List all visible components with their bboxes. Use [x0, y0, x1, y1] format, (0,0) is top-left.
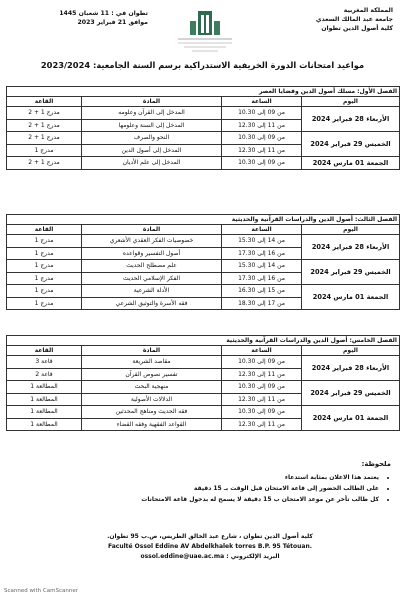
time-cell: من 17 إلى 18.30 — [222, 297, 302, 310]
scanner-watermark: Scanned with CamScanner — [4, 588, 78, 594]
date-header — [58, 9, 148, 27]
subject-cell: الأدلة الشرعية — [82, 285, 222, 298]
section-title: الفصل الثالث: أصول الدين والدراسات القرآنية والحديثية — [7, 215, 400, 225]
table-row — [7, 381, 400, 394]
page-title: مواعيد امتحانات الدورة الخريفية الاستدراكية برسم السنة الجامعية: 2023/2024 — [40, 60, 365, 70]
room-cell: مدرج 1 — [7, 297, 82, 310]
header-line: كلية أصول الدين تطوان — [321, 25, 393, 32]
time-cell: من 14 إلى 15.30 — [222, 235, 302, 248]
subject-cell: الدلالات الأصولية — [82, 393, 222, 406]
email-label: البريد الإلكتروني : — [226, 553, 280, 560]
column-header-time: الساعة — [222, 97, 302, 107]
note-item: • يعتمد هذا الاعلان بمثابة استدعاء — [61, 472, 379, 483]
university-logo — [170, 7, 240, 57]
subject-cell: الفكر الإسلامي الحديث — [82, 272, 222, 285]
time-cell: من 11 إلى 12.30 — [222, 144, 302, 157]
section-title-row — [7, 215, 400, 225]
subject-cell: فقه الحديث ومناهج المحدثين — [82, 406, 222, 419]
exam-table-section-1 — [6, 86, 400, 170]
column-header-subject: المادة — [82, 346, 222, 356]
day-cell: الأربعاء 28 فبراير 2024 — [302, 107, 400, 132]
room-cell: مدرج 1 + 2 — [7, 157, 82, 170]
subject-cell: خصوصيات الفكر العقدي الأشعري — [82, 235, 222, 248]
column-header-row — [7, 97, 400, 107]
day-cell: الأربعاء 28 فبراير 2024 — [302, 235, 400, 260]
subject-cell: المدخل إلى علم الأديان — [82, 157, 222, 170]
time-cell: من 15 إلى 16.30 — [222, 285, 302, 298]
room-cell: المطالعة 1 — [7, 418, 82, 431]
room-cell: المطالعة 1 — [7, 381, 82, 394]
column-header-day: اليوم — [302, 346, 400, 356]
table-row — [7, 157, 400, 170]
subject-cell: النحو والصرف — [82, 132, 222, 145]
room-cell: المطالعة 1 — [7, 406, 82, 419]
room-cell: قاعة 3 — [7, 356, 82, 369]
section-title: الفصل الخامس: أصول الدين والدراسات القرآنية والحديثية — [7, 336, 400, 346]
table-row — [7, 356, 400, 369]
exam-table-section-5 — [6, 335, 400, 431]
time-cell: من 11 إلى 12.30 — [222, 119, 302, 132]
room-cell: مدرج 1 — [7, 272, 82, 285]
day-cell: الخميس 29 فبراير 2024 — [302, 260, 400, 285]
day-cell: الجمعة 01 مارس 2024 — [302, 406, 400, 431]
notes-block — [61, 459, 391, 505]
time-cell: من 09 إلى 10.30 — [222, 381, 302, 394]
subject-cell: المدخل إلى أصول الدين — [82, 144, 222, 157]
column-header-subject: المادة — [82, 225, 222, 235]
table-row — [7, 235, 400, 248]
column-header-time: الساعة — [222, 225, 302, 235]
column-header-row — [7, 225, 400, 235]
subject-cell: القواعد الفقهية وفقه القضاء — [82, 418, 222, 431]
day-cell: الجمعة 01 مارس 2024 — [302, 285, 400, 310]
footer-address-fr: Faculté Ossol Eddine AV Abdelkhalek torres B.P. 95 Tétouan. — [107, 543, 313, 550]
time-cell: من 09 إلى 10.30 — [222, 132, 302, 145]
room-cell: مدرج 1 + 2 — [7, 107, 82, 120]
table-row — [7, 260, 400, 273]
exam-table-section-3 — [6, 214, 400, 310]
footer-email — [60, 552, 360, 562]
note-item: • على الطالب الحضور إلى قاعة الامتحان قبل الوقت بـ 15 دقيقة — [61, 483, 379, 494]
day-cell: الجمعة 01 مارس 2024 — [302, 157, 400, 170]
section-title-row — [7, 87, 400, 97]
room-cell: المطالعة 1 — [7, 393, 82, 406]
subject-cell: مقاصد الشريعة — [82, 356, 222, 369]
section-title-row — [7, 336, 400, 346]
table-row — [7, 132, 400, 145]
header-line: المملكة المغربية — [343, 7, 393, 14]
footer-address-ar: كلية أصول الدين تطوان ، شارع عبد الخالق الطريس، ص.ب 95 تطوان. — [107, 533, 313, 540]
subject-cell: المدخل إلى القرآن وعلومه — [82, 107, 222, 120]
column-header-room: القاعة — [7, 225, 82, 235]
section-title: الفصل الأول: مسلك أصول الدين وقضايا العصر — [7, 87, 400, 97]
time-cell: من 14 إلى 15.30 — [222, 260, 302, 273]
day-cell: الأربعاء 28 فبراير 2024 — [302, 356, 400, 381]
time-cell: من 09 إلى 10.30 — [222, 157, 302, 170]
subject-cell: تفسير نصوص القرآن — [82, 368, 222, 381]
column-header-time: الساعة — [222, 346, 302, 356]
hijri-date: تطوان في : 11 شعبان 1445 — [59, 10, 148, 17]
email-address[interactable]: ossol.eddine@uae.ac.ma — [140, 553, 225, 560]
day-cell: الخميس 29 فبراير 2024 — [302, 132, 400, 157]
column-header-room: القاعة — [7, 346, 82, 356]
time-cell: من 11 إلى 12.30 — [222, 418, 302, 431]
time-cell: من 09 إلى 10.30 — [222, 406, 302, 419]
room-cell: مدرج 1 — [7, 285, 82, 298]
subject-cell: فقه الأسرة والتوثيق الشرعي — [82, 297, 222, 310]
room-cell: مدرج 1 — [7, 235, 82, 248]
time-cell: من 09 إلى 10.30 — [222, 107, 302, 120]
time-cell: من 11 إلى 12.30 — [222, 393, 302, 406]
subject-cell: أصول التفسير وقواعده — [82, 247, 222, 260]
time-cell: من 16 إلى 17.30 — [222, 272, 302, 285]
header-line: جامعة عبد المالك السعدي — [315, 16, 393, 23]
footer — [60, 532, 360, 562]
subject-cell: منهجية البحث — [82, 381, 222, 394]
table-row — [7, 107, 400, 120]
note-item: • كل طالب تأخر عن موعد الامتحان ب 15 دقيقة لا يسمح له بدخول قاعة الامتحانات — [61, 494, 379, 505]
column-header-day: اليوم — [302, 225, 400, 235]
time-cell: من 16 إلى 17.30 — [222, 247, 302, 260]
table-row — [7, 406, 400, 419]
table-row — [7, 285, 400, 298]
room-cell: مدرج 1 + 2 — [7, 119, 82, 132]
time-cell: من 11 إلى 12.30 — [222, 368, 302, 381]
room-cell: مدرج 1 — [7, 247, 82, 260]
column-header-subject: المادة — [82, 97, 222, 107]
room-cell: مدرج 1 + 2 — [7, 132, 82, 145]
column-header-row — [7, 346, 400, 356]
subject-cell: علم مصطلح الحديث — [82, 260, 222, 273]
subject-cell: المدخل إلى السنة وعلومها — [82, 119, 222, 132]
time-cell: من 09 إلى 10.30 — [222, 356, 302, 369]
day-cell: الخميس 29 فبراير 2024 — [302, 381, 400, 406]
gregorian-date: موافق 21 فبراير 2023 — [77, 19, 148, 26]
room-cell: قاعة 2 — [7, 368, 82, 381]
column-header-room: القاعة — [7, 97, 82, 107]
institution-header — [283, 6, 393, 33]
room-cell: مدرج 1 — [7, 144, 82, 157]
notes-title: ملحوظة: — [361, 460, 391, 468]
column-header-day: اليوم — [302, 97, 400, 107]
room-cell: مدرج 1 — [7, 260, 82, 273]
